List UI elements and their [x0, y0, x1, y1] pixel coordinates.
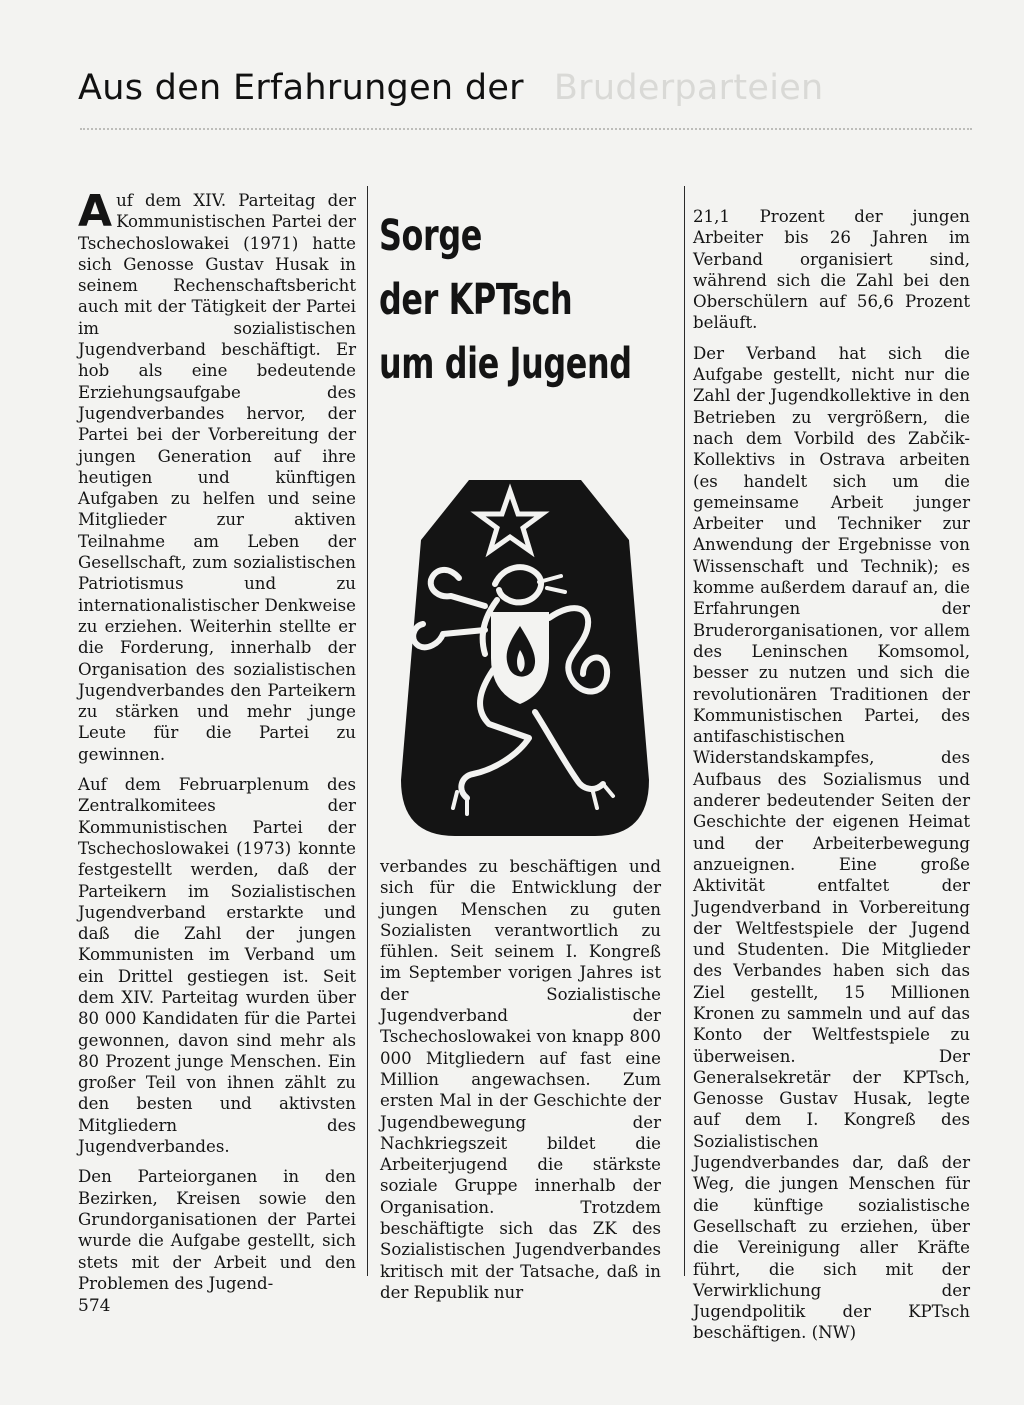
article-column-1 — [78, 186, 356, 1293]
paragraph-text: uf dem XIV. Parteitag der Kommunistischen Partei der Tschechoslowakei (1971) hatte sich Genosse Gustav Husak in seinem Rechenschaftsbericht auch mit der Tätigkeit der Partei im sozialistischen Jugendverband beschäftigt. Er hob als eine bedeutende Erziehungsaufgabe des Jugendverbandes hervor, der Partei bei der Vorbereitung der jungen Generation auf ihre heutigen und künftigen Aufgaben zu helfen und seine Mitglieder zur aktiven Teilnahme am Leben der Gesellschaft, zum sozialistischen Patriotismus und zu internationalistischer Denkweise zu erziehen. Weiterhin stellte er die Forderung, innerhalb der Organisation des sozialistischen Jugendverbandes den Parteikern zu stärken und mehr junge Leute für die Partei zu gewinnen. — [78, 191, 356, 764]
page-number: 574 — [78, 1296, 111, 1316]
paragraph: 21,1 Prozent der jungen Arbeiter bis 26 Jahren im Verband organisiert sind, während sich die Zahl bei den Oberschülern auf 56,6 Prozent beläuft. — [693, 207, 970, 333]
headline-line: um die Jugend — [379, 339, 632, 389]
paragraph: Den Parteiorganen in den Bezirken, Kreisen sowie den Grundorganisationen der Partei wurde die Aufgabe gestellt, sich stets mit der Arbeit und den Problemen des Jugend- — [78, 1167, 356, 1293]
czechoslovak-youth-emblem — [399, 474, 651, 838]
column-rule-left — [367, 186, 368, 1276]
drop-cap: A — [78, 186, 113, 237]
article-column-2 — [380, 856, 661, 1302]
paragraph: Auf dem Februarplenum des Zentralkomitees der Kommunistischen Partei der Tschechoslowakei (1973) konnte festgestellt werden, daß der Parteikern im Sozialistischen Jugendverband erstarkte und daß die Zahl der jungen Kommunisten im Verband um ein Drittel gestiegen ist. Seit dem XIV. Parteitag wurden über 80 000 Kandidaten für die Partei gewonnen, davon sind mehr als 80 Prozent junge Menschen. Ein großer Teil von ihnen zählt zu den besten und aktivsten Mitgliedern des Jugendverbandes. — [78, 775, 356, 1157]
section-title-faded: Bruderparteien — [553, 68, 824, 108]
headline-line: der KPTsch — [379, 275, 573, 325]
paragraph — [78, 186, 356, 765]
article-column-3 — [693, 206, 970, 1343]
headline-line: Sorge — [379, 211, 482, 261]
section-title-main: Aus den Erfahrungen der — [78, 68, 524, 108]
paragraph: verbandes zu beschäftigen und sich für die Entwicklung der jungen Menschen zu guten Sozialisten verantwortlich zu fühlen. Seit seinem I. Kongreß im September vorigen Jahres ist der Sozialistische Jugendverband der Tschechoslowakei von knapp 800 000 Mitgliedern auf fast eine Million angewachsen. Zum ersten Mal in der Geschichte der Jugendbewegung der Nachkriegszeit bildet die Arbeiterjugend die stärkste soziale Gruppe innerhalb der Organisation. Trotzdem beschäftigte sich das ZK des Sozialistischen Jugendverbandes kritisch mit der Tatsache, daß in der Republik nur — [380, 857, 661, 1302]
article-headline — [379, 204, 632, 396]
section-title — [78, 68, 824, 108]
column-rule-right — [684, 186, 685, 1276]
header-rule — [80, 128, 972, 130]
paragraph: Der Verband hat sich die Aufgabe gestellt, nicht nur die Zahl der Jugendkollektive in den Betrieben zu vergrößern, die nach dem Vorbild des Zabčik-Kollektivs in Ostrava arbeiten (es handelt sich um die gemeinsame Arbeit junger Arbeiter und Techniker zur Anwendung der Ergebnisse von Wissenschaft und Technik); es komme außerdem darauf an, die Erfahrungen der Bruderorganisationen, vor allem des Leninschen Komsomol, besser zu nutzen und sich die revolutionären Traditionen der Kommunistischen Partei, des antifaschistischen Widerstandskampfes, des Aufbaus des Sozialismus und anderer bedeutender Seiten der Geschichte der eigenen Heimat und der Arbeiterbewegung anzueignen. Eine große Aktivität entfaltet der Jugendverband in Vorbereitung der Weltfestspiele der Jugend und Studenten. Die Mitglieder des Verbandes haben sich das Ziel gestellt, 15 Millionen Kronen zu sammeln und auf das Konto der Weltfestspiele zu überweisen. Der Generalsekretär der KPTsch, Genosse Gustav Husak, legte auf dem I. Kongreß des Sozialistischen Jugendverbandes dar, daß der Weg, die jungen Menschen für die künftige sozialistische Gesellschaft zu erziehen, über die Vereinigung aller Kräfte führt, die sich mit der Verwirklichung der Jugendpolitik der KPTsch beschäftigen. (NW) — [693, 343, 970, 1343]
